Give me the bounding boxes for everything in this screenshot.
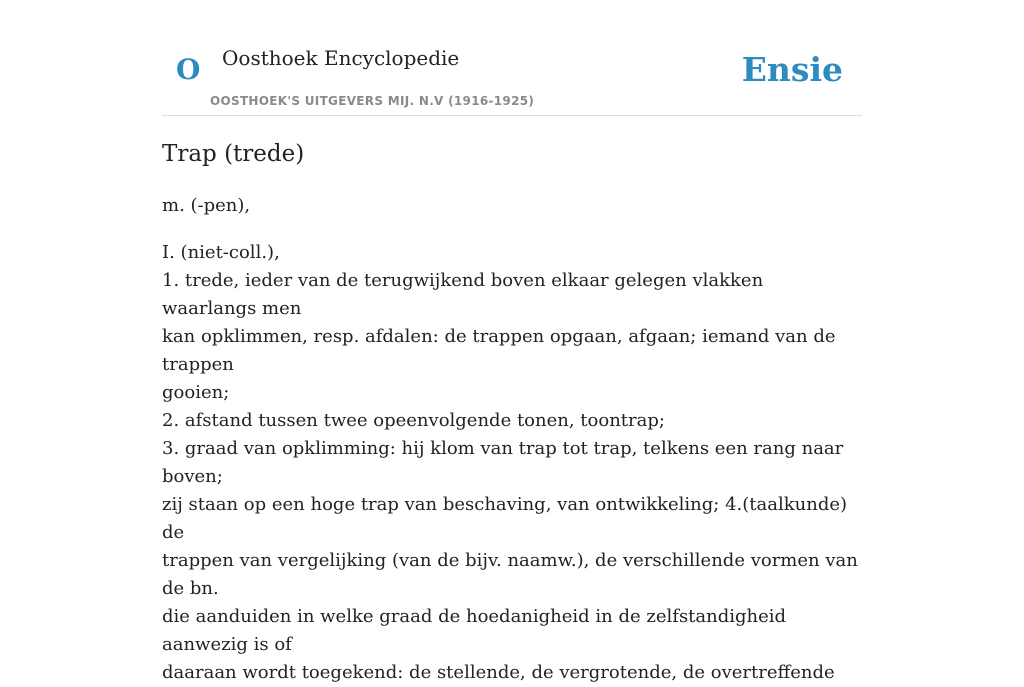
entry-line: gooien; bbox=[162, 382, 230, 403]
entry-title: Trap (trede) bbox=[162, 141, 305, 167]
site-title[interactable]: Oosthoek Encyclopedie bbox=[222, 46, 460, 70]
entry-body bbox=[162, 192, 862, 687]
entry-line: 1. trede, ieder van de terugwijkend boven elkaar gelegen vlakken waarlangs men bbox=[162, 270, 764, 319]
entry-line: die aanduiden in welke graad de hoedanigheid in de zelfstandigheid aanwezig is of bbox=[162, 606, 787, 655]
entry-line: zij staan op een hoge trap van beschaving, van ontwikkeling; 4.(taalkunde) de bbox=[162, 494, 848, 543]
entry-line: kan opklimmen, resp. afdalen: de trappen opgaan, afgaan; iemand van de trappen bbox=[162, 326, 836, 375]
publisher-subtitle: OOSTHOEK'S UITGEVERS MIJ. N.V (1916-1925) bbox=[210, 94, 535, 108]
entry-line: I. (niet-coll.), bbox=[162, 242, 280, 263]
logo-icon[interactable]: O bbox=[176, 53, 201, 86]
entry-line: 2. afstand tussen twee opeenvolgende tonen, toontrap; bbox=[162, 410, 665, 431]
page bbox=[162, 0, 862, 683]
entry-line: daaraan wordt toegekend: de stellende, de vergrotende, de overtreffende bbox=[162, 662, 835, 683]
entry-grammar: m. (-pen), bbox=[162, 195, 251, 216]
brand-logo-link[interactable]: Ensie bbox=[741, 50, 843, 89]
entry-line: 3. graad van opklimming: hij klom van trap tot trap, telkens een rang naar boven; bbox=[162, 438, 844, 487]
entry-line: trappen van vergelijking (van de bijv. naamw.), de verschillende vormen van de bn. bbox=[162, 550, 858, 599]
site-header bbox=[162, 0, 862, 116]
